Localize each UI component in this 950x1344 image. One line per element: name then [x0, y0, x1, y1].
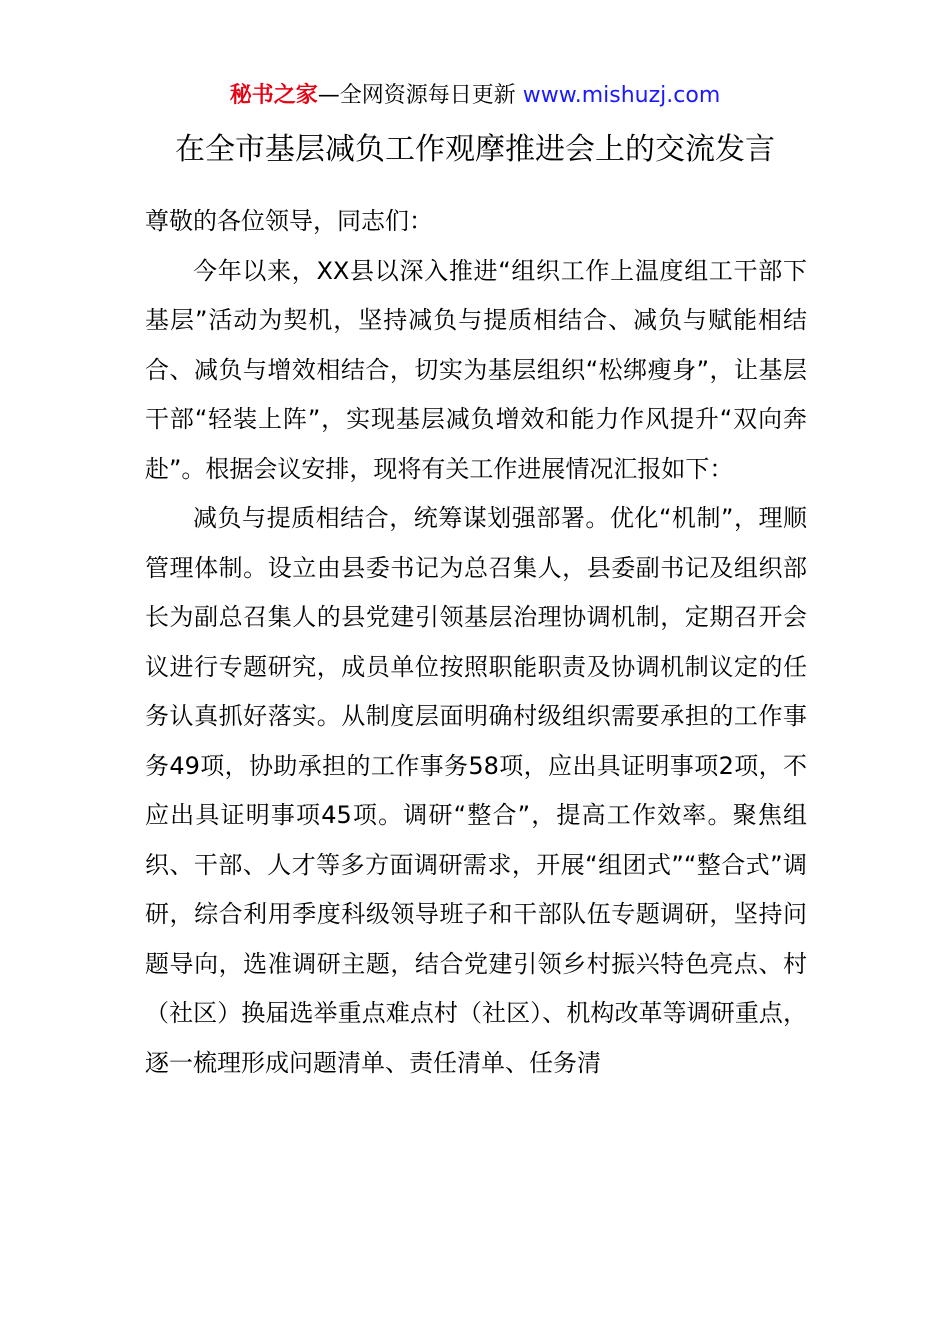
site-brand: 秘书之家	[229, 83, 318, 108]
document-body	[145, 197, 807, 1088]
paragraph-intro: 今年以来，XX县以深入推进“组织工作上温度组工干部下基层”活动为契机，坚持减负与提质相结合、减负与赋能相结合、减负与增效相结合，切实为基层组织“松绑瘦身”，让基层干部“轻装上阵”，实现基层减负增效和能力作风提升“双向奔赴”。根据会议安排，现将有关工作进展情况汇报如下：	[145, 256, 807, 483]
site-header	[0, 80, 950, 112]
salutation: 尊敬的各位领导，同志们：	[145, 207, 433, 235]
paragraph-section-1: 减负与提质相结合，统筹谋划强部署。优化“机制”，理顺管理体制。设立由县委书记为总召集人，县委副书记及组织部长为副总召集人的县党建引领基层治理协调机制，定期召开会议进行专题研究，成员单位按照职能职责及协调机制议定的任务认真抓好落实。从制度层面明确村级组织需要承担的工作事务49项，协助承担的工作事务58项，应出具证明事项2项，不应出具证明事项45项。调研“整合”，提高工作效率。聚焦组织、干部、人才等多方面调研需求，开展“组团式”“整合式”调研，综合利用季度科级领导班子和干部队伍专题调研，坚持问题导向，选准调研主题，结合党建引领乡村振兴特色亮点、村（社区）换届选举重点难点村（社区）、机构改革等调研重点，逐一梳理形成问题清单、责任清单、任务清	[145, 504, 807, 1077]
document-title: 在全市基层减负工作观摩推进会上的交流发言	[175, 132, 775, 167]
site-tagline: —全网资源每日更新	[317, 83, 523, 108]
site-url-link[interactable]: www.mishuzj.com	[522, 83, 721, 108]
